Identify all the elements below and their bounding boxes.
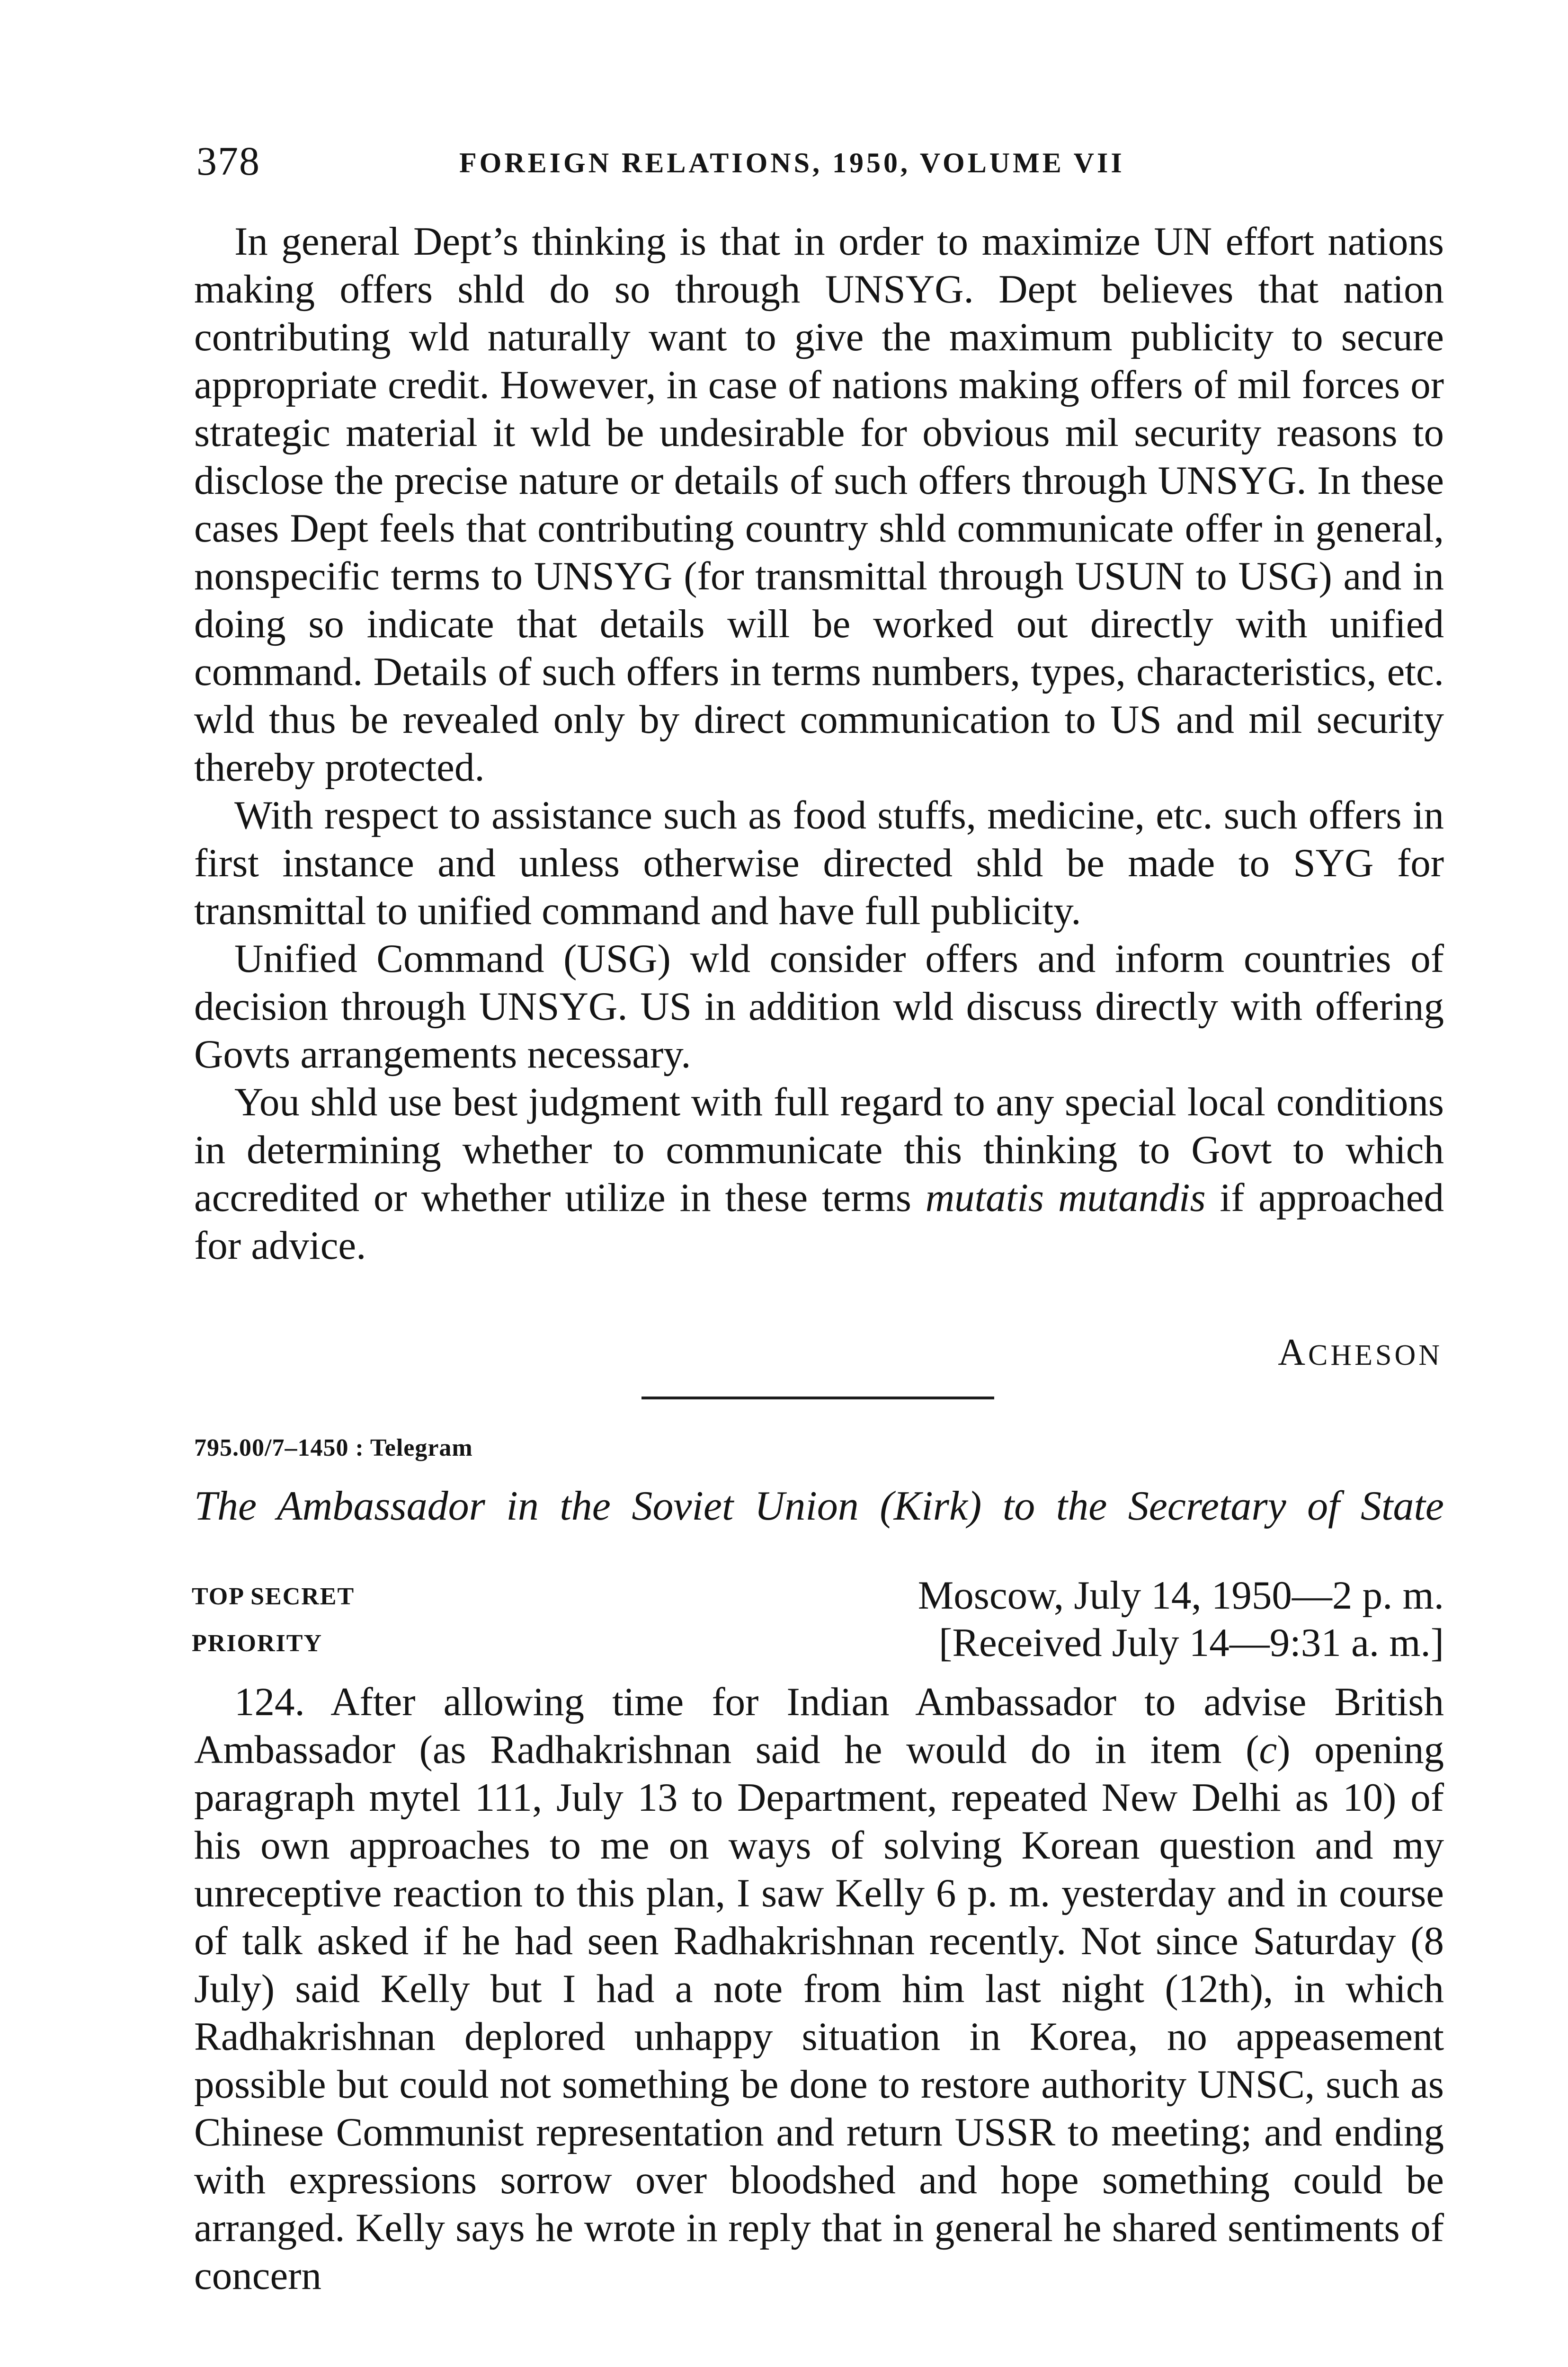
section-divider	[641, 1397, 994, 1399]
precedence-label: PRIORITY	[192, 1630, 323, 1657]
judgment-text: You shld use best judgment with full regard to any special local conditions in determining whether to communicate this thinking to Govt to which accredited or whether utilize in these terms	[194, 1080, 1444, 1220]
page-number: 378	[196, 138, 260, 184]
telegram-body	[194, 1678, 1444, 2300]
classification-label: TOP SECRET	[192, 1583, 355, 1610]
latin-phrase: mutatis mutandis	[925, 1175, 1206, 1220]
running-head	[196, 135, 1376, 187]
document-title: The Ambassador in the Soviet Union (Kirk) to the Secretary of State	[194, 1483, 1444, 1529]
previous-document-text	[194, 218, 1444, 1270]
paragraph-judgment	[194, 1078, 1444, 1270]
telegram-text: 124. After allowing time for Indian Ambassador to advise British Ambassador (as Radhakrishnan said he would do in item (	[194, 1680, 1444, 1772]
paragraph-unified-command: Unified Command (USG) wld consider offers and inform countries of decision through UNSYG. US in addition wld discuss directly with offering Govts arrangements necessary.	[194, 936, 1444, 1077]
received-line: [Received July 14—9:31 a. m.]	[939, 1620, 1444, 1665]
dateline: Moscow, July 14, 1950—2 p. m.	[918, 1573, 1444, 1618]
telegram-text-continued: ) opening paragraph mytel 111, July 13 to Department, repeated New Delhi as 10) of his own approaches to me on ways of solving Korean question and my unreceptive reaction to this plan, I saw Kelly 6 p. m. yesterday and in course of talk asked if he had seen Radhakrishnan recently. Not since Saturday (8 July) said Kelly but I had a note from him last night (12th), in which Radhakrishnan deplored unhappy situation in Korea, no appeasement possible but could not something be done to restore authority UNSC, such as Chinese Communist representation and return USSR to meeting; and ending with expressions sorrow over bloodshed and hope something could be arranged. Kelly says he wrote in reply that in general he shared sentiments of concern	[194, 1727, 1444, 2298]
paragraph-food-assistance: With respect to assistance such as food stuffs, medicine, etc. such offers in first instance and unless otherwise directed shld be made to SYG for transmittal to unified command and have full publicity.	[194, 793, 1444, 933]
running-title: FOREIGN RELATIONS, 1950, VOLUME VII	[459, 147, 1125, 178]
judgment-text-end: if approached for advice.	[194, 1175, 1444, 1268]
paragraph-dept-thinking: In general Dept’s thinking is that in order to maximize UN effort nations making offers shld do so through UNSYG. Dept believes that nation contributing wld naturally want to give the maximum publicity to secure appropriate credit. However, in case of nations making offers of mil forces or strategic material it wld be undesirable for obvious mil security reasons to disclose the precise nature or details of such offers through UNSYG. In these cases Dept feels that contributing country shld communicate offer in general, nonspecific terms to UNSYG (for transmittal through USUN to USG) and in doing so indicate that details will be worked out directly with unified command. Details of such offers in terms numbers, types, characteristics, etc. wld thus be revealed only by direct communication to US and mil security thereby protected.	[194, 219, 1444, 790]
signature: ACHESON	[1278, 1332, 1443, 1373]
item-letter: c	[1259, 1727, 1277, 1772]
file-reference: 795.00/7–1450 : Telegram	[194, 1434, 473, 1461]
telegram-paragraph	[194, 1678, 1444, 2300]
